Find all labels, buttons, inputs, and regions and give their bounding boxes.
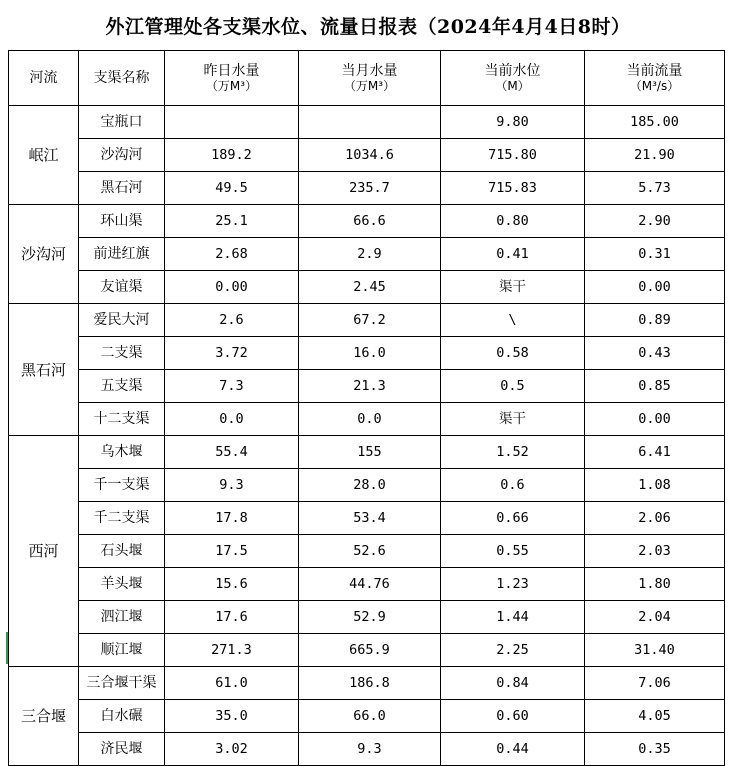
header-canal[interactable]: 支渠名称 bbox=[79, 51, 165, 106]
canal-cell[interactable]: 二支渠 bbox=[79, 337, 165, 370]
canal-cell[interactable]: 羊头堰 bbox=[79, 568, 165, 601]
yesterday-volume-cell[interactable]: 2.6 bbox=[165, 304, 299, 337]
table-body bbox=[9, 106, 725, 766]
flow-rate-cell[interactable]: 21.90 bbox=[585, 139, 725, 172]
table-row bbox=[9, 700, 725, 733]
table-row bbox=[9, 172, 725, 205]
month-volume-cell[interactable]: 0.0 bbox=[299, 403, 441, 436]
water-level-cell[interactable]: 0.55 bbox=[441, 535, 585, 568]
month-volume-cell[interactable]: 21.3 bbox=[299, 370, 441, 403]
canal-cell[interactable]: 沙沟河 bbox=[79, 139, 165, 172]
header-yesterday-unit: （万M³） bbox=[205, 79, 258, 93]
water-level-cell[interactable]: 715.83 bbox=[441, 172, 585, 205]
yesterday-volume-cell[interactable]: 0.00 bbox=[165, 271, 299, 304]
yesterday-volume-cell[interactable]: 15.6 bbox=[165, 568, 299, 601]
header-level-unit: （M） bbox=[495, 79, 530, 93]
water-level-cell[interactable]: 渠干 bbox=[441, 403, 585, 436]
canal-cell[interactable]: 友谊渠 bbox=[79, 271, 165, 304]
report-title: 外江管理处各支渠水位、流量日报表（2024年4月4日8时） bbox=[105, 15, 631, 38]
canal-cell[interactable]: 乌木堰 bbox=[79, 436, 165, 469]
report-table bbox=[8, 50, 725, 766]
month-volume-cell[interactable]: 16.0 bbox=[299, 337, 441, 370]
yesterday-volume-cell[interactable]: 2.68 bbox=[165, 238, 299, 271]
table-row bbox=[9, 370, 725, 403]
flow-rate-cell[interactable]: 1.80 bbox=[585, 568, 725, 601]
canal-cell[interactable]: 石头堰 bbox=[79, 535, 165, 568]
water-level-cell[interactable]: 0.5 bbox=[441, 370, 585, 403]
flow-rate-cell[interactable]: 7.06 bbox=[585, 667, 725, 700]
flow-rate-cell[interactable]: 0.85 bbox=[585, 370, 725, 403]
table-row bbox=[9, 469, 725, 502]
river-cell[interactable]: 三合堰 bbox=[9, 667, 79, 766]
month-volume-cell[interactable]: 1034.6 bbox=[299, 139, 441, 172]
yesterday-volume-cell[interactable]: 61.0 bbox=[165, 667, 299, 700]
header-level[interactable]: 当前水位 （M） bbox=[441, 51, 585, 106]
flow-rate-cell[interactable]: 2.03 bbox=[585, 535, 725, 568]
month-volume-cell[interactable]: 67.2 bbox=[299, 304, 441, 337]
flow-rate-cell[interactable]: 5.73 bbox=[585, 172, 725, 205]
table-row bbox=[9, 634, 725, 667]
table-row bbox=[9, 733, 725, 766]
water-level-cell[interactable]: 0.66 bbox=[441, 502, 585, 535]
flow-rate-cell[interactable]: 0.89 bbox=[585, 304, 725, 337]
header-month-unit: （万M³） bbox=[343, 79, 396, 93]
table-row bbox=[9, 139, 725, 172]
yesterday-volume-cell[interactable]: 25.1 bbox=[165, 205, 299, 238]
canal-cell[interactable]: 环山渠 bbox=[79, 205, 165, 238]
table-row bbox=[9, 106, 725, 139]
month-volume-cell[interactable]: 66.0 bbox=[299, 700, 441, 733]
water-level-cell[interactable]: 0.44 bbox=[441, 733, 585, 766]
water-level-cell[interactable]: \ bbox=[441, 304, 585, 337]
canal-cell[interactable]: 爱民大河 bbox=[79, 304, 165, 337]
table-row bbox=[9, 502, 725, 535]
river-cell[interactable]: 黑石河 bbox=[9, 304, 79, 436]
month-volume-cell[interactable]: 2.45 bbox=[299, 271, 441, 304]
yesterday-volume-cell[interactable]: 17.5 bbox=[165, 535, 299, 568]
flow-rate-cell[interactable]: 0.35 bbox=[585, 733, 725, 766]
water-level-cell[interactable]: 0.84 bbox=[441, 667, 585, 700]
water-level-cell[interactable]: 2.25 bbox=[441, 634, 585, 667]
river-cell[interactable]: 西河 bbox=[9, 436, 79, 667]
canal-cell[interactable]: 十二支渠 bbox=[79, 403, 165, 436]
river-cell[interactable]: 岷江 bbox=[9, 106, 79, 205]
month-volume-cell[interactable]: 53.4 bbox=[299, 502, 441, 535]
canal-cell[interactable]: 前进红旗 bbox=[79, 238, 165, 271]
canal-cell[interactable]: 白水碾 bbox=[79, 700, 165, 733]
water-level-cell[interactable]: 1.23 bbox=[441, 568, 585, 601]
table-row bbox=[9, 535, 725, 568]
flow-rate-cell[interactable]: 2.04 bbox=[585, 601, 725, 634]
table-row bbox=[9, 337, 725, 370]
header-flow[interactable]: 当前流量 （M³/s） bbox=[585, 51, 725, 106]
yesterday-volume-cell[interactable]: 0.0 bbox=[165, 403, 299, 436]
flow-rate-cell[interactable]: 0.00 bbox=[585, 271, 725, 304]
water-level-cell[interactable]: 715.80 bbox=[441, 139, 585, 172]
flow-rate-cell[interactable]: 0.00 bbox=[585, 403, 725, 436]
month-volume-cell[interactable]: 2.9 bbox=[299, 238, 441, 271]
canal-cell[interactable]: 千二支渠 bbox=[79, 502, 165, 535]
table-row bbox=[9, 304, 725, 337]
month-volume-cell[interactable]: 155 bbox=[299, 436, 441, 469]
canal-cell[interactable]: 五支渠 bbox=[79, 370, 165, 403]
yesterday-volume-cell[interactable]: 7.3 bbox=[165, 370, 299, 403]
row-selection-marker bbox=[6, 632, 8, 664]
header-row bbox=[9, 51, 725, 106]
flow-rate-cell[interactable]: 31.40 bbox=[585, 634, 725, 667]
table-row bbox=[9, 667, 725, 700]
canal-cell[interactable]: 顺江堰 bbox=[79, 634, 165, 667]
river-cell[interactable]: 沙沟河 bbox=[9, 205, 79, 304]
header-month[interactable]: 当月水量 （万M³） bbox=[299, 51, 441, 106]
canal-cell[interactable]: 黑石河 bbox=[79, 172, 165, 205]
table-row bbox=[9, 403, 725, 436]
table-row bbox=[9, 271, 725, 304]
water-level-cell[interactable]: 0.58 bbox=[441, 337, 585, 370]
month-volume-cell[interactable]: 186.8 bbox=[299, 667, 441, 700]
month-volume-cell[interactable]: 665.9 bbox=[299, 634, 441, 667]
water-level-cell[interactable]: 1.52 bbox=[441, 436, 585, 469]
water-level-cell[interactable]: 渠干 bbox=[441, 271, 585, 304]
month-volume-cell[interactable]: 66.6 bbox=[299, 205, 441, 238]
table-row bbox=[9, 205, 725, 238]
yesterday-volume-cell[interactable]: 17.6 bbox=[165, 601, 299, 634]
canal-cell[interactable]: 泗江堰 bbox=[79, 601, 165, 634]
month-volume-cell[interactable] bbox=[299, 106, 441, 139]
month-volume-cell[interactable]: 52.6 bbox=[299, 535, 441, 568]
yesterday-volume-cell[interactable]: 55.4 bbox=[165, 436, 299, 469]
flow-rate-cell[interactable]: 185.00 bbox=[585, 106, 725, 139]
flow-rate-cell[interactable]: 6.41 bbox=[585, 436, 725, 469]
header-yesterday[interactable]: 昨日水量 （万M³） bbox=[165, 51, 299, 106]
flow-rate-cell[interactable]: 2.06 bbox=[585, 502, 725, 535]
yesterday-volume-cell[interactable] bbox=[165, 106, 299, 139]
water-level-cell[interactable]: 0.6 bbox=[441, 469, 585, 502]
flow-rate-cell[interactable]: 0.43 bbox=[585, 337, 725, 370]
table-row bbox=[9, 238, 725, 271]
water-level-cell[interactable]: 1.44 bbox=[441, 601, 585, 634]
water-level-cell[interactable]: 9.80 bbox=[441, 106, 585, 139]
canal-cell[interactable]: 三合堰干渠 bbox=[79, 667, 165, 700]
yesterday-volume-cell[interactable]: 49.5 bbox=[165, 172, 299, 205]
header-river[interactable]: 河流 bbox=[9, 51, 79, 106]
header-flow-unit: （M³/s） bbox=[629, 79, 680, 93]
yesterday-volume-cell[interactable]: 3.02 bbox=[165, 733, 299, 766]
water-level-cell[interactable]: 0.80 bbox=[441, 205, 585, 238]
table-row bbox=[9, 436, 725, 469]
month-volume-cell[interactable]: 52.9 bbox=[299, 601, 441, 634]
canal-cell[interactable]: 宝瓶口 bbox=[79, 106, 165, 139]
canal-cell[interactable]: 千一支渠 bbox=[79, 469, 165, 502]
yesterday-volume-cell[interactable]: 271.3 bbox=[165, 634, 299, 667]
yesterday-volume-cell[interactable]: 3.72 bbox=[165, 337, 299, 370]
flow-rate-cell[interactable]: 4.05 bbox=[585, 700, 725, 733]
flow-rate-cell[interactable]: 0.31 bbox=[585, 238, 725, 271]
yesterday-volume-cell[interactable]: 17.8 bbox=[165, 502, 299, 535]
month-volume-cell[interactable]: 44.76 bbox=[299, 568, 441, 601]
table-row bbox=[9, 568, 725, 601]
month-volume-cell[interactable]: 28.0 bbox=[299, 469, 441, 502]
yesterday-volume-cell[interactable]: 35.0 bbox=[165, 700, 299, 733]
flow-rate-cell[interactable]: 1.08 bbox=[585, 469, 725, 502]
water-level-cell[interactable]: 0.60 bbox=[441, 700, 585, 733]
yesterday-volume-cell[interactable]: 189.2 bbox=[165, 139, 299, 172]
yesterday-volume-cell[interactable]: 9.3 bbox=[165, 469, 299, 502]
month-volume-cell[interactable]: 235.7 bbox=[299, 172, 441, 205]
month-volume-cell[interactable]: 9.3 bbox=[299, 733, 441, 766]
flow-rate-cell[interactable]: 2.90 bbox=[585, 205, 725, 238]
table-row bbox=[9, 601, 725, 634]
canal-cell[interactable]: 济民堰 bbox=[79, 733, 165, 766]
water-level-cell[interactable]: 0.41 bbox=[441, 238, 585, 271]
